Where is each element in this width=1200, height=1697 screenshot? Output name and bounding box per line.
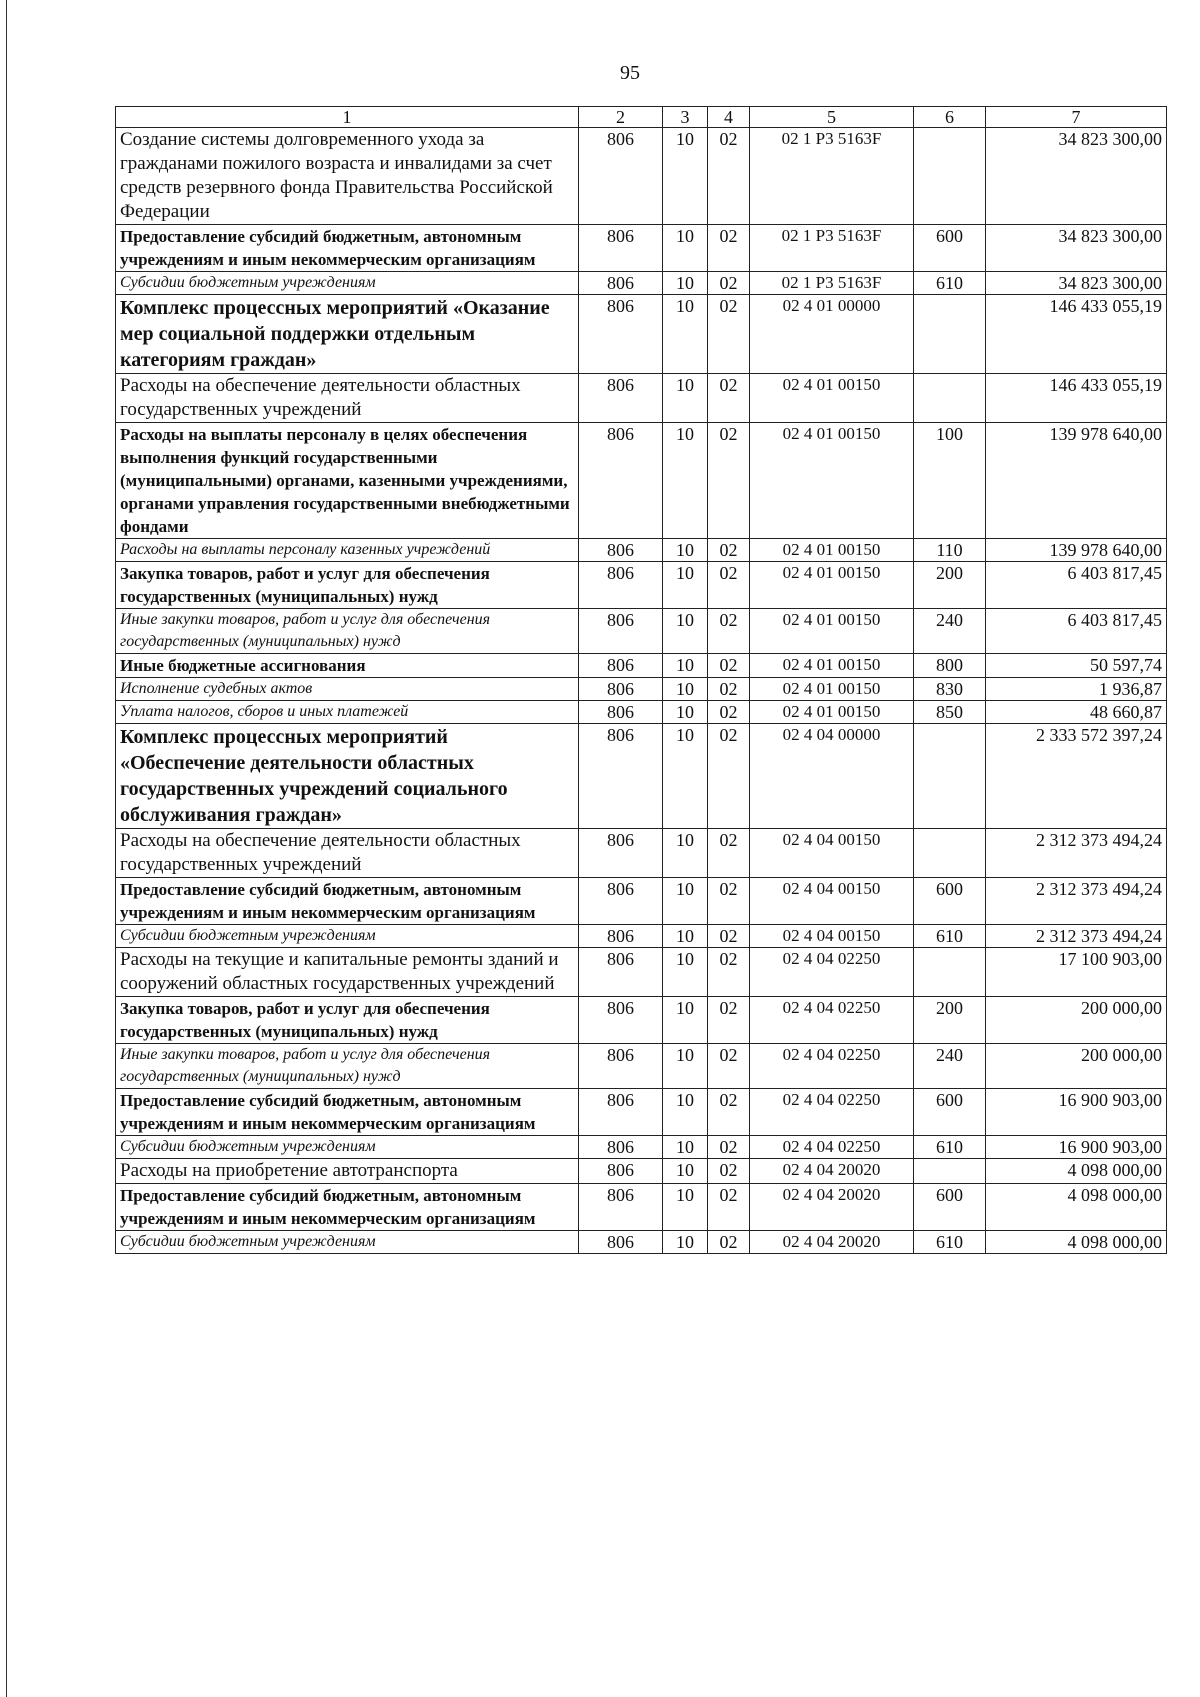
amount: 2 312 373 494,24 <box>986 829 1167 878</box>
section-code: 10 <box>663 678 708 701</box>
row-description: Иные закупки товаров, работ и услуг для обеспечения государственных (муниципальных) нужд <box>116 609 579 654</box>
section-code: 10 <box>663 724 708 829</box>
expense-type-code <box>914 948 986 997</box>
column-header: 6 <box>914 107 986 128</box>
subsection-code: 02 <box>708 562 750 609</box>
table-row <box>116 997 1167 1044</box>
subsection-code: 02 <box>708 678 750 701</box>
subsection-code: 02 <box>708 1089 750 1136</box>
section-code: 10 <box>663 654 708 678</box>
table-row <box>116 724 1167 829</box>
expense-type-code: 850 <box>914 701 986 724</box>
subsection-code: 02 <box>708 829 750 878</box>
subsection-code: 02 <box>708 1231 750 1254</box>
subsection-code: 02 <box>708 539 750 562</box>
amount: 200 000,00 <box>986 1044 1167 1089</box>
ministry-code: 806 <box>579 562 663 609</box>
table-row <box>116 1089 1167 1136</box>
amount: 17 100 903,00 <box>986 948 1167 997</box>
ministry-code: 806 <box>579 128 663 225</box>
expense-type-code: 200 <box>914 997 986 1044</box>
row-description: Субсидии бюджетным учреждениям <box>116 1136 579 1159</box>
ministry-code: 806 <box>579 1231 663 1254</box>
table-row <box>116 948 1167 997</box>
subsection-code: 02 <box>708 1159 750 1184</box>
target-article-code: 02 4 04 02250 <box>750 948 914 997</box>
ministry-code: 806 <box>579 829 663 878</box>
target-article-code: 02 4 04 20020 <box>750 1231 914 1254</box>
subsection-code: 02 <box>708 374 750 423</box>
target-article-code: 02 4 04 02250 <box>750 1089 914 1136</box>
expense-type-code: 600 <box>914 878 986 925</box>
amount: 6 403 817,45 <box>986 609 1167 654</box>
expense-type-code: 240 <box>914 1044 986 1089</box>
expense-type-code: 600 <box>914 1184 986 1231</box>
section-code: 10 <box>663 374 708 423</box>
table-row <box>116 654 1167 678</box>
row-description: Субсидии бюджетным учреждениям <box>116 272 579 295</box>
section-code: 10 <box>663 1159 708 1184</box>
ministry-code: 806 <box>579 1184 663 1231</box>
table-row <box>116 925 1167 948</box>
row-description: Субсидии бюджетным учреждениям <box>116 925 579 948</box>
target-article-code: 02 4 01 00150 <box>750 678 914 701</box>
ministry-code: 806 <box>579 1044 663 1089</box>
section-code: 10 <box>663 1044 708 1089</box>
table-row <box>116 1184 1167 1231</box>
target-article-code: 02 4 01 00000 <box>750 295 914 374</box>
row-description: Закупка товаров, работ и услуг для обеспечения государственных (муниципальных) нужд <box>116 997 579 1044</box>
table-row <box>116 374 1167 423</box>
subsection-code: 02 <box>708 1136 750 1159</box>
table-row <box>116 295 1167 374</box>
section-code: 10 <box>663 562 708 609</box>
row-description: Расходы на обеспечение деятельности областных государственных учреждений <box>116 374 579 423</box>
page-number: 95 <box>620 62 640 84</box>
table-row <box>116 1159 1167 1184</box>
section-code: 10 <box>663 272 708 295</box>
row-description: Расходы на приобретение автотранспорта <box>116 1159 579 1184</box>
row-description: Закупка товаров, работ и услуг для обеспечения государственных (муниципальных) нужд <box>116 562 579 609</box>
row-description: Комплекс процессных мероприятий «Обеспечение деятельности областных государственных учреждений социального обслуживания граждан» <box>116 724 579 829</box>
expense-type-code: 830 <box>914 678 986 701</box>
subsection-code: 02 <box>708 925 750 948</box>
expense-type-code: 600 <box>914 1089 986 1136</box>
subsection-code: 02 <box>708 1044 750 1089</box>
section-code: 10 <box>663 225 708 272</box>
table-row <box>116 829 1167 878</box>
amount: 146 433 055,19 <box>986 374 1167 423</box>
ministry-code: 806 <box>579 1159 663 1184</box>
expense-type-code: 800 <box>914 654 986 678</box>
row-description: Расходы на выплаты персоналу казенных учреждений <box>116 539 579 562</box>
subsection-code: 02 <box>708 701 750 724</box>
section-code: 10 <box>663 878 708 925</box>
ministry-code: 806 <box>579 878 663 925</box>
target-article-code: 02 4 04 02250 <box>750 1044 914 1089</box>
table-row <box>116 701 1167 724</box>
table-row <box>116 1044 1167 1089</box>
amount: 16 900 903,00 <box>986 1136 1167 1159</box>
column-header: 3 <box>663 107 708 128</box>
subsection-code: 02 <box>708 878 750 925</box>
target-article-code: 02 4 04 02250 <box>750 1136 914 1159</box>
amount: 1 936,87 <box>986 678 1167 701</box>
column-header: 4 <box>708 107 750 128</box>
amount: 146 433 055,19 <box>986 295 1167 374</box>
amount: 139 978 640,00 <box>986 423 1167 539</box>
amount: 34 823 300,00 <box>986 272 1167 295</box>
table-header-row <box>116 107 1167 128</box>
expense-type-code: 600 <box>914 225 986 272</box>
row-description: Предоставление субсидий бюджетным, автономным учреждениям и иным некоммерческим организациям <box>116 1184 579 1231</box>
amount: 48 660,87 <box>986 701 1167 724</box>
amount: 2 312 373 494,24 <box>986 878 1167 925</box>
ministry-code: 806 <box>579 678 663 701</box>
amount: 6 403 817,45 <box>986 562 1167 609</box>
amount: 2 312 373 494,24 <box>986 925 1167 948</box>
section-code: 10 <box>663 829 708 878</box>
subsection-code: 02 <box>708 654 750 678</box>
amount: 16 900 903,00 <box>986 1089 1167 1136</box>
subsection-code: 02 <box>708 225 750 272</box>
subsection-code: 02 <box>708 997 750 1044</box>
amount: 2 333 572 397,24 <box>986 724 1167 829</box>
target-article-code: 02 4 01 00150 <box>750 423 914 539</box>
ministry-code: 806 <box>579 539 663 562</box>
target-article-code: 02 4 04 20020 <box>750 1159 914 1184</box>
amount: 4 098 000,00 <box>986 1184 1167 1231</box>
section-code: 10 <box>663 609 708 654</box>
ministry-code: 806 <box>579 1136 663 1159</box>
target-article-code: 02 4 04 00150 <box>750 925 914 948</box>
expense-type-code <box>914 724 986 829</box>
ministry-code: 806 <box>579 1089 663 1136</box>
ministry-code: 806 <box>579 423 663 539</box>
row-description: Иные бюджетные ассигнования <box>116 654 579 678</box>
table-row <box>116 678 1167 701</box>
table-row <box>116 1231 1167 1254</box>
expense-type-code <box>914 829 986 878</box>
amount: 4 098 000,00 <box>986 1159 1167 1184</box>
budget-table <box>115 106 1167 1254</box>
section-code: 10 <box>663 1184 708 1231</box>
target-article-code: 02 4 04 00000 <box>750 724 914 829</box>
row-description: Иные закупки товаров, работ и услуг для обеспечения государственных (муниципальных) нужд <box>116 1044 579 1089</box>
ministry-code: 806 <box>579 654 663 678</box>
ministry-code: 806 <box>579 925 663 948</box>
section-code: 10 <box>663 423 708 539</box>
expense-type-code: 200 <box>914 562 986 609</box>
target-article-code: 02 4 04 00150 <box>750 829 914 878</box>
section-code: 10 <box>663 1136 708 1159</box>
amount: 200 000,00 <box>986 997 1167 1044</box>
target-article-code: 02 4 04 02250 <box>750 997 914 1044</box>
expense-type-code <box>914 295 986 374</box>
section-code: 10 <box>663 539 708 562</box>
expense-type-code <box>914 1159 986 1184</box>
ministry-code: 806 <box>579 295 663 374</box>
row-description: Расходы на выплаты персоналу в целях обеспечения выполнения функций государственными (муниципальными) органами, казенными учреждениями, органами управления государственными внебюджетными фондами <box>116 423 579 539</box>
row-description: Субсидии бюджетным учреждениям <box>116 1231 579 1254</box>
table-row <box>116 562 1167 609</box>
amount: 34 823 300,00 <box>986 128 1167 225</box>
target-article-code: 02 1 Р3 5163F <box>750 128 914 225</box>
subsection-code: 02 <box>708 724 750 829</box>
section-code: 10 <box>663 925 708 948</box>
subsection-code: 02 <box>708 128 750 225</box>
page-edge-line <box>6 0 7 1697</box>
subsection-code: 02 <box>708 1184 750 1231</box>
section-code: 10 <box>663 1089 708 1136</box>
table-row <box>116 539 1167 562</box>
subsection-code: 02 <box>708 272 750 295</box>
column-header: 2 <box>579 107 663 128</box>
expense-type-code: 110 <box>914 539 986 562</box>
target-article-code: 02 1 Р3 5163F <box>750 225 914 272</box>
row-description: Расходы на текущие и капитальные ремонты зданий и сооружений областных государственных учреждений <box>116 948 579 997</box>
column-header: 5 <box>750 107 914 128</box>
expense-type-code <box>914 128 986 225</box>
ministry-code: 806 <box>579 724 663 829</box>
ministry-code: 806 <box>579 225 663 272</box>
row-description: Предоставление субсидий бюджетным, автономным учреждениям и иным некоммерческим организациям <box>116 225 579 272</box>
table-row <box>116 225 1167 272</box>
row-description: Создание системы долговременного ухода за гражданами пожилого возраста и инвалидами за счет средств резервного фонда Правительства Российской Федерации <box>116 128 579 225</box>
ministry-code: 806 <box>579 609 663 654</box>
ministry-code: 806 <box>579 272 663 295</box>
expense-type-code: 240 <box>914 609 986 654</box>
amount: 34 823 300,00 <box>986 225 1167 272</box>
table-row <box>116 128 1167 225</box>
ministry-code: 806 <box>579 701 663 724</box>
amount: 4 098 000,00 <box>986 1231 1167 1254</box>
target-article-code: 02 4 01 00150 <box>750 374 914 423</box>
target-article-code: 02 4 01 00150 <box>750 701 914 724</box>
table-row <box>116 609 1167 654</box>
table-row <box>116 1136 1167 1159</box>
target-article-code: 02 4 01 00150 <box>750 609 914 654</box>
expense-type-code: 610 <box>914 925 986 948</box>
subsection-code: 02 <box>708 295 750 374</box>
section-code: 10 <box>663 948 708 997</box>
row-description: Комплекс процессных мероприятий «Оказание мер социальной поддержки отдельным категориям граждан» <box>116 295 579 374</box>
row-description: Предоставление субсидий бюджетным, автономным учреждениям и иным некоммерческим организациям <box>116 1089 579 1136</box>
target-article-code: 02 4 01 00150 <box>750 562 914 609</box>
target-article-code: 02 4 01 00150 <box>750 539 914 562</box>
column-header: 1 <box>116 107 579 128</box>
subsection-code: 02 <box>708 609 750 654</box>
amount: 139 978 640,00 <box>986 539 1167 562</box>
section-code: 10 <box>663 701 708 724</box>
section-code: 10 <box>663 295 708 374</box>
row-description: Предоставление субсидий бюджетным, автономным учреждениям и иным некоммерческим организациям <box>116 878 579 925</box>
section-code: 10 <box>663 1231 708 1254</box>
expense-type-code <box>914 374 986 423</box>
amount: 50 597,74 <box>986 654 1167 678</box>
row-description: Уплата налогов, сборов и иных платежей <box>116 701 579 724</box>
subsection-code: 02 <box>708 948 750 997</box>
table-row <box>116 272 1167 295</box>
section-code: 10 <box>663 128 708 225</box>
row-description: Исполнение судебных актов <box>116 678 579 701</box>
row-description: Расходы на обеспечение деятельности областных государственных учреждений <box>116 829 579 878</box>
expense-type-code: 100 <box>914 423 986 539</box>
table-row <box>116 878 1167 925</box>
expense-type-code: 610 <box>914 1136 986 1159</box>
target-article-code: 02 4 01 00150 <box>750 654 914 678</box>
ministry-code: 806 <box>579 997 663 1044</box>
table-row <box>116 423 1167 539</box>
target-article-code: 02 4 04 20020 <box>750 1184 914 1231</box>
target-article-code: 02 4 04 00150 <box>750 878 914 925</box>
expense-type-code: 610 <box>914 1231 986 1254</box>
subsection-code: 02 <box>708 423 750 539</box>
section-code: 10 <box>663 997 708 1044</box>
ministry-code: 806 <box>579 948 663 997</box>
column-header: 7 <box>986 107 1167 128</box>
expense-type-code: 610 <box>914 272 986 295</box>
target-article-code: 02 1 Р3 5163F <box>750 272 914 295</box>
ministry-code: 806 <box>579 374 663 423</box>
